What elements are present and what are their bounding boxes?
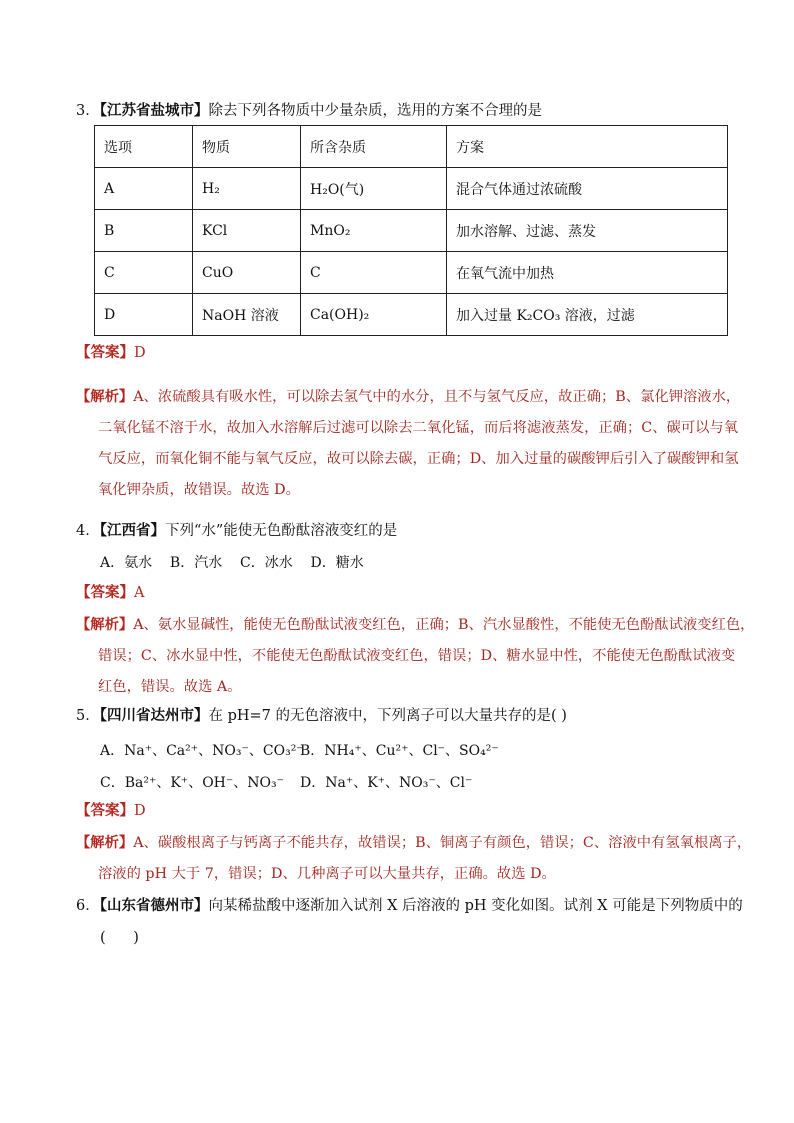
q5-number: 5．	[76, 708, 100, 724]
explanation-line: 【解析】A、浓硫酸具有吸水性，可以除去氢气中的水分，且不与氢气反应，故正确；B、氯化钾溶液水，	[76, 389, 741, 405]
explanation-line: 气反应，而氧化铜不能与氧气反应，故可以除去碳，正确；D、加入过量的碳酸钾后引入了碳酸钾和氢	[98, 451, 739, 467]
table-header-cell: 所含杂质	[301, 126, 447, 168]
answer-value: A	[134, 585, 145, 601]
table-header-row	[95, 126, 728, 168]
explanation-tag: 【解析】	[76, 389, 134, 405]
answer-tag: 【答案】	[76, 345, 134, 361]
q4-explanation	[76, 610, 754, 703]
table-cell-plan: 混合气体通过浓硫酸	[447, 168, 728, 210]
q4-stem	[76, 521, 397, 541]
q5-explanation	[76, 828, 751, 890]
q6-number: 6．	[76, 898, 100, 914]
q4-number: 4．	[76, 523, 100, 539]
table-row	[95, 168, 728, 210]
q4-stem-text: 下列“水”能使无色酚酞溶液变红的是	[164, 523, 398, 539]
q5-stem	[76, 706, 567, 726]
table-cell-impurity: H₂O(气)	[301, 168, 447, 210]
table-cell-impurity: MnO₂	[301, 210, 447, 252]
table-cell-plan: 加入过量 K₂CO₃ 溶液，过滤	[447, 294, 728, 336]
table-row	[95, 252, 728, 294]
explanation-line: 氧化钾杂质，故错误。故选 D。	[98, 482, 300, 498]
q3-stem	[76, 101, 542, 121]
table-cell-option: D	[95, 294, 193, 336]
table-cell-impurity: C	[301, 252, 447, 294]
explanation-line: 错误；C、冰水显中性，不能使无色酚酞试液变红色，错误；D、糖水显中性，不能使无色酚酞试液变	[98, 648, 736, 664]
table-cell-substance: KCl	[193, 210, 301, 252]
q5-answer	[76, 801, 146, 821]
explanation-tag: 【解析】	[76, 835, 134, 851]
q6-stem-continued: ( )	[100, 930, 139, 946]
table-cell-substance: H₂	[193, 168, 301, 210]
answer-value: D	[134, 345, 146, 361]
q3-answer	[76, 343, 146, 363]
q3-number: 3．	[76, 103, 100, 119]
q5-option-a: A．Na⁺、Ca²⁺、NO₃⁻、CO₃²⁻	[100, 743, 304, 759]
table-cell-plan: 在氧气流中加热	[447, 252, 728, 294]
q3-source-tag: 【江苏省盐城市】	[99, 103, 209, 119]
q6-stem-text: 向某稀盐酸中逐渐加入试剂 X 后溶液的 pH 变化如图。试剂 X 可能是下列物质中的	[208, 898, 743, 914]
table-header-cell: 选项	[95, 126, 193, 168]
q4-options: A．氨水 B．汽水 C．冰水 D．糖水	[100, 555, 364, 571]
answer-tag: 【答案】	[76, 585, 134, 601]
q5-stem-text: 在 pH=7 的无色溶液中，下列离子可以大量共存的是( )	[208, 708, 567, 724]
q6-stem	[76, 896, 743, 916]
table-cell-plan: 加水溶解、过滤、蒸发	[447, 210, 728, 252]
answer-tag: 【答案】	[76, 803, 134, 819]
explanation-line: 二氧化锰不溶于水，故加入水溶解后过滤可以除去二氧化锰，而后将滤液蒸发，正确；C、碳可以与氧	[98, 420, 738, 436]
table-row	[95, 210, 728, 252]
explanation-line: 溶液的 pH 大于 7，错误；D、几种离子可以大量共存，正确。故选 D。	[98, 866, 556, 882]
table-cell-option: A	[95, 168, 193, 210]
table-header-cell: 方案	[447, 126, 728, 168]
table-cell-option: C	[95, 252, 193, 294]
q3-explanation	[76, 382, 740, 506]
q4-source-tag: 【江西省】	[99, 523, 165, 539]
explanation-line: 【解析】A、碳酸根离子与钙离子不能共存，故错误；B、铜离子有颜色，错误；C、溶液中有氢氧根离子，	[76, 835, 752, 851]
table-header-cell: 物质	[193, 126, 301, 168]
q6-source-tag: 【山东省德州市】	[99, 898, 209, 914]
explanation-line: 【解析】A、氨水显碱性，能使无色酚酞试液变红色，正确；B、汽水显酸性，不能使无色酚酞试液变红色，	[76, 617, 755, 633]
q5-option-b: B．NH₄⁺、Cu²⁺、Cl⁻、SO₄²⁻	[300, 743, 499, 759]
table-row	[95, 294, 728, 336]
table-cell-option: B	[95, 210, 193, 252]
q3-table	[94, 125, 728, 336]
q5-option-c: C．Ba²⁺、K⁺、OH⁻、NO₃⁻	[100, 775, 285, 791]
table-cell-impurity: Ca(OH)₂	[301, 294, 447, 336]
explanation-line: 红色，错误。故选 A。	[98, 679, 242, 695]
table-cell-substance: CuO	[193, 252, 301, 294]
q5-option-d: D．Na⁺、K⁺、NO₃⁻、Cl⁻	[300, 775, 473, 791]
table-cell-substance: NaOH 溶液	[193, 294, 301, 336]
answer-value: D	[134, 803, 146, 819]
q5-source-tag: 【四川省达州市】	[99, 708, 209, 724]
q4-answer	[76, 583, 144, 603]
q3-stem-text: 除去下列各物质中少量杂质，选用的方案不合理的是	[208, 103, 542, 119]
explanation-tag: 【解析】	[76, 617, 134, 633]
